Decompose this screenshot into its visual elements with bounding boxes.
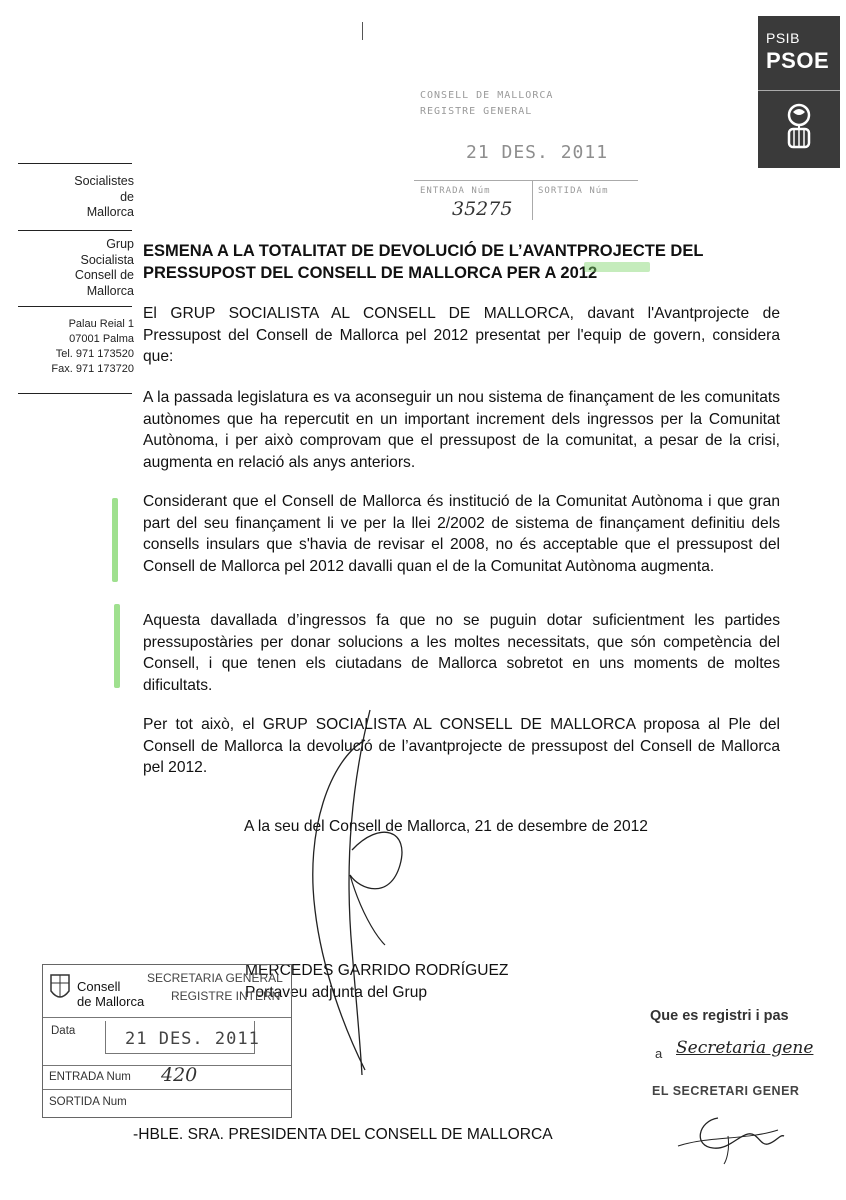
sidebar-org-line: de: [120, 189, 134, 204]
stamp-bottom-date: 21 DES. 2011: [125, 1029, 260, 1049]
stamp-data-label: Data: [51, 1025, 76, 1037]
stamp-registre-intern: REGISTRE INTERN: [171, 989, 281, 1003]
address-line: Tel. 971 173520: [55, 348, 134, 360]
paragraph-intro: El GRUP SOCIALISTA AL CONSELL DE MALLORCA, davant l'Avantprojecte de Pressupost del Consell de Mallorca pel 2012 presentat per l'equip de govern, considera que:: [143, 305, 780, 365]
paragraph-davallada: Aquesta davallada d’ingressos fa que no se puguin dotar suficientment les partides pressupostàries per donar solucions a les moltes necessitats, que són competència del Consell, i que tenen els ciutadans de Mallorca sobretot en uns moments de moltes dificultats.: [143, 612, 780, 694]
paragraph-financing: A la passada legislatura es va aconseguir un nou sistema de finançament de les comunitats autònomes que ha repercutit en un important increment dels ingressos per la Comunitat Autònoma, i per això comprovam que el pressupost de la comunitat, a pesar de la crisi, augmenta en relació als anys anteriors.: [143, 389, 780, 471]
secretary-signature: [668, 1106, 788, 1166]
logo-psib-text: PSIB: [766, 30, 800, 46]
sidebar-rule-3: [18, 306, 132, 307]
stamp-entrada-number: 35275: [452, 198, 513, 220]
stamp-row-divider: [43, 1089, 291, 1090]
stamp-date: 21 DES. 2011: [466, 142, 609, 163]
highlight-mark: [584, 262, 650, 272]
stamp-sortida-label: SORTIDA Num: [49, 1096, 127, 1108]
sidebar-group: [18, 237, 134, 299]
stamp-col-divider: [532, 180, 533, 220]
title-line-2: PRESSUPOST DEL CONSELL DE MALLORCA PER A 2012: [143, 264, 598, 282]
logo-divider: [758, 90, 840, 91]
note-prefix: a: [655, 1046, 663, 1061]
sidebar-group-line: Consell de: [74, 268, 134, 282]
psib-psoe-logo: [758, 16, 840, 168]
sidebar-org-line: Mallorca: [86, 205, 134, 219]
handwritten-signature: [290, 700, 450, 1080]
sidebar-group-line: Mallorca: [86, 283, 134, 298]
address-line: Fax. 971 173720: [51, 363, 134, 375]
stamp-org-line-1: Consell: [77, 979, 121, 994]
sidebar-org-line: Socialistes: [74, 174, 134, 188]
title-line-1: ESMENA A LA TOTALITAT DE DEVOLUCIÓ DE L’AVANTPROJECTE DEL: [143, 242, 704, 260]
note-line-3: EL SECRETARI GENER: [652, 1084, 800, 1098]
stamp-org: CONSELL DE MALLORCA: [420, 90, 554, 101]
stamp-entrada-label: ENTRADA Num: [49, 1071, 131, 1083]
scan-mark: [362, 22, 363, 40]
paragraph-considerant: Considerant que el Consell de Mallorca és institució de la Comunitat Autònoma i que gran part del seu finançament li ve per la llei 2/2002 de sistema de finançament definitiu dels consells insulars que s'havia de revisar el 2008, no és acceptable que el pressupost del Consell de Mallorca pel 2012 davalli quan el de la Comunitat Autònoma augmenta.: [143, 493, 780, 575]
coat-of-arms-icon: [49, 973, 71, 1003]
margin-highlight-2: [114, 604, 120, 688]
note-line-1: Que es registri i pas: [650, 1008, 789, 1024]
logo-psoe-text: PSOE: [766, 48, 830, 73]
stamp-entrada-label: ENTRADA Núm: [420, 186, 491, 196]
sidebar-rule-4: [18, 393, 132, 394]
place-date: A la seu del Consell de Mallorca, 21 de desembre de 2012: [244, 818, 648, 835]
registry-stamp-bottom: [42, 964, 292, 1118]
stamp-sortida-label: SORTIDA Núm: [538, 186, 609, 196]
stamp-row-divider: [43, 1017, 291, 1018]
stamp-secretaria: SECRETARIA GENERAL: [147, 971, 283, 985]
paragraph-proposal: Per tot això, el GRUP SOCIALISTA AL CONSELL DE MALLORCA proposa al Ple del Consell de Mallorca la devolució de l’avantprojecte de pressupost del Consell de Mallorca pel 2012.: [143, 716, 780, 776]
sidebar-org: [18, 174, 134, 221]
document-title: [143, 240, 803, 284]
sidebar-rule-1: [18, 163, 132, 164]
stamp-registre: REGISTRE GENERAL: [420, 106, 533, 117]
stamp-divider: [414, 180, 638, 181]
sidebar-group-line: Grup: [106, 237, 134, 251]
margin-highlight-1: [112, 498, 118, 582]
sidebar-group-line: Socialista: [80, 252, 134, 267]
sidebar-address: [18, 317, 134, 377]
note-handwritten-dest: Secretaria gene: [676, 1038, 814, 1058]
stamp-org-line-2: de Mallorca: [77, 994, 145, 1009]
address-line: 07001 Palma: [69, 333, 134, 345]
sidebar-rule-2: [18, 230, 132, 231]
recipient: -HBLE. SRA. PRESIDENTA DEL CONSELL DE MALLORCA: [133, 1126, 553, 1143]
registry-stamp-top: [414, 84, 638, 220]
address-line: Palau Reial 1: [68, 318, 134, 330]
rose-fist-icon: [778, 102, 820, 154]
signer-role: Portaveu adjunta del Grup: [245, 984, 428, 1001]
stamp-entrada-number: 420: [161, 1064, 198, 1086]
signer-name: MERCEDES GARRIDO RODRÍGUEZ: [245, 962, 509, 979]
